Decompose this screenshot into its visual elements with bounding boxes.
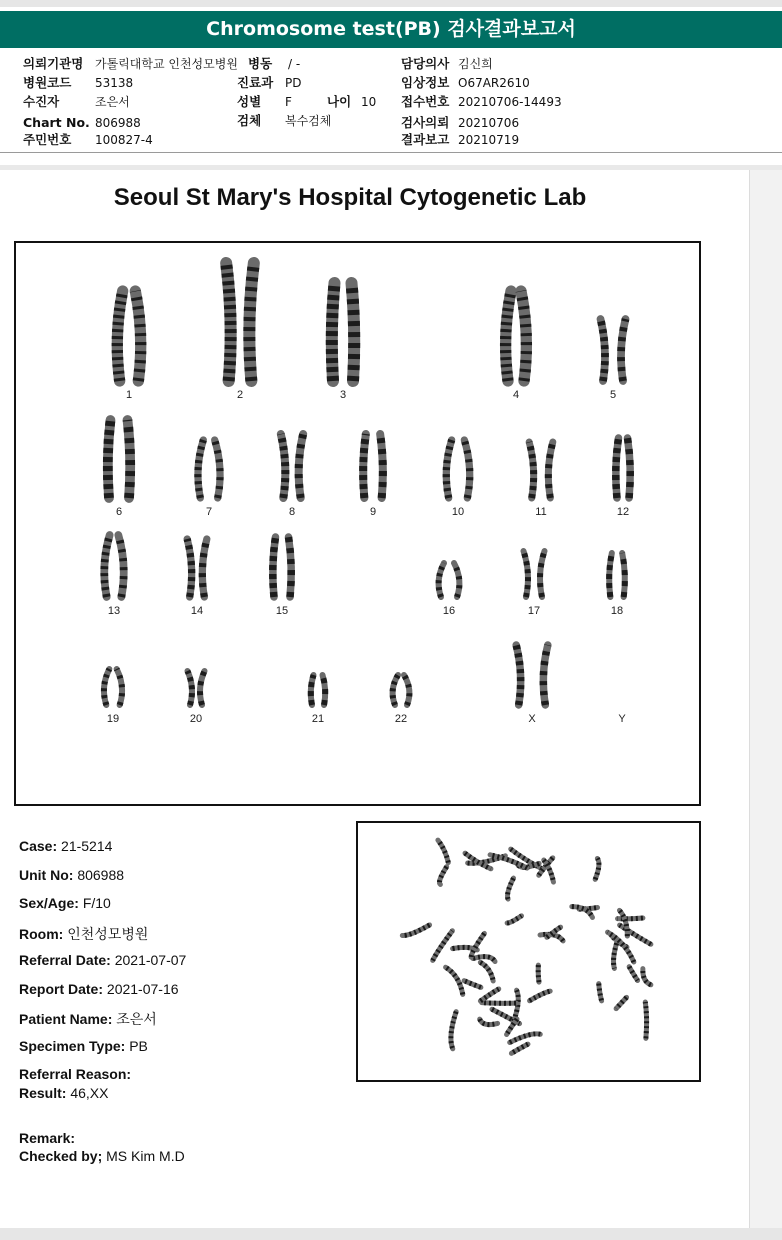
chromosome-label: 2 — [236, 389, 244, 401]
header-label: 담당의사 — [401, 56, 450, 71]
chromosome-pair — [439, 563, 460, 597]
chromosome-pair — [363, 434, 383, 498]
header-label: 검사의뢰 — [401, 115, 450, 130]
chromosome-label: 4 — [512, 389, 520, 401]
chromosome-label: X — [528, 713, 536, 725]
info-referral-date: Referral Date: 2021-07-07 — [19, 952, 187, 968]
chromosome-pair — [188, 671, 205, 705]
header-value: 10 — [361, 95, 377, 109]
chromosome — [524, 551, 529, 597]
header-value: PD — [285, 76, 302, 90]
page-margin — [749, 170, 782, 1228]
chromosome-pair — [524, 551, 545, 597]
chromosome — [202, 539, 207, 597]
chromosome-pair — [187, 539, 207, 597]
metaphase-chromosome — [599, 984, 602, 1001]
chromosome-pair — [281, 434, 303, 498]
chromosome-label: 11 — [535, 506, 547, 518]
header-value: 20210719 — [458, 133, 520, 147]
info-patient-name: Patient Name: 조은서 — [19, 1011, 157, 1027]
header-label: Chart No. — [23, 115, 90, 130]
chromosome-label: 6 — [115, 506, 123, 518]
chromosome-bands — [198, 440, 203, 498]
header-label: 수진자 — [23, 94, 60, 109]
chromosome-label: 10 — [451, 506, 465, 518]
chromosome-label: 7 — [205, 506, 213, 518]
header-value: 김신희 — [458, 57, 493, 71]
header-value: 복수검체 — [285, 114, 332, 128]
chromosome-pair — [226, 263, 254, 381]
metaphase-chromosome — [507, 916, 521, 923]
chromosome-pair — [516, 645, 548, 705]
info-report-date: Report Date: 2021-07-16 — [19, 981, 179, 997]
karyogram-panel — [14, 241, 701, 806]
chromosome-pair — [609, 553, 625, 597]
chromosome-label: 19 — [106, 713, 120, 725]
info-room: Room: 인천성모병원 — [19, 926, 149, 942]
info-result: Result: 46,XX — [19, 1085, 109, 1101]
header-label: 나이 — [327, 94, 352, 109]
header-value: O67AR2610 — [458, 76, 530, 90]
chromosome-label: 5 — [609, 389, 617, 401]
chromosome-label: Y — [618, 713, 626, 725]
lab-title: Seoul St Mary's Hospital Cytogenetic Lab — [113, 184, 587, 211]
header-label: 접수번호 — [401, 94, 450, 109]
metaphase-image — [358, 823, 699, 1080]
chromosome-pair — [529, 442, 553, 498]
info-referral-reason: Referral Reason: — [19, 1066, 132, 1082]
info-sex-age: Sex/Age: F/10 — [19, 895, 111, 911]
chromosome-pair — [108, 420, 130, 498]
header-label: 주민번호 — [23, 132, 72, 147]
chromosome-pair — [616, 438, 630, 498]
header-divider — [0, 152, 782, 153]
chromosome-pair — [393, 675, 410, 705]
chromosome-label: 8 — [288, 506, 296, 518]
header-label: 의뢰기관명 — [23, 56, 84, 71]
header-label: 병원코드 — [23, 75, 72, 90]
header-label: 임상정보 — [401, 75, 450, 90]
chromosome-pair — [104, 535, 123, 597]
chromosome-label: 15 — [275, 605, 289, 617]
chromosome-pair — [273, 537, 291, 597]
info-remark: Remark: — [19, 1130, 76, 1146]
metaphase-chromosome — [446, 967, 463, 994]
report-title: Chromosome test(PB) 검사결과보고서 — [0, 11, 782, 48]
header-value: 100827-4 — [95, 133, 153, 147]
chromosome-label: 13 — [107, 605, 121, 617]
chromosome-label: 18 — [610, 605, 624, 617]
chromosome-label: 9 — [369, 506, 377, 518]
metaphase-chromosome — [471, 933, 484, 957]
chromosome-pair — [332, 283, 354, 381]
bottom-border — [0, 1228, 782, 1240]
info-case: Case: 21-5214 — [19, 838, 113, 854]
top-border — [0, 0, 782, 7]
info-checked-by: Checked by; MS Kim M.D — [19, 1148, 185, 1164]
chromosome-pair — [104, 669, 122, 705]
chromosome-pair — [506, 291, 527, 381]
chromosome-label: 22 — [394, 713, 408, 725]
chromosome-label: 21 — [311, 713, 325, 725]
chromosome-label: 1 — [125, 389, 133, 401]
chromosome-label: 14 — [190, 605, 204, 617]
chromosome — [289, 537, 292, 597]
chromosome-pair — [311, 675, 325, 705]
metaphase-panel — [356, 821, 701, 1082]
header-value: F — [285, 95, 292, 109]
chromosome-label: 12 — [616, 506, 630, 518]
header-label: 병동 — [248, 56, 273, 71]
info-unit-no: Unit No: 806988 — [19, 867, 125, 883]
header-value: 806988 — [95, 116, 141, 130]
header-label: 진료과 — [237, 75, 274, 90]
chromosome — [380, 434, 383, 498]
chromosome-label: 20 — [189, 713, 203, 725]
chromosome-label: 3 — [339, 389, 347, 401]
chromosome-pair — [601, 319, 626, 381]
chromosome-pair — [117, 291, 140, 381]
header-value: 20210706 — [458, 116, 520, 130]
header-label: 결과보고 — [401, 132, 450, 147]
header-value: 20210706-14493 — [458, 95, 562, 109]
chromosome — [548, 442, 553, 498]
section-gap — [0, 165, 782, 170]
chromosome-label: 17 — [527, 605, 541, 617]
chromosome — [404, 675, 409, 705]
chromosome-label: 16 — [442, 605, 456, 617]
metaphase-chromosome — [616, 997, 626, 1008]
chromosome-bands — [108, 420, 111, 498]
header-value: 53138 — [95, 76, 134, 90]
chromosome — [200, 671, 205, 705]
chromosome-pair — [446, 440, 469, 498]
info-specimen-type: Specimen Type: PB — [19, 1038, 148, 1054]
header-value: / - — [288, 57, 301, 71]
chromosome — [628, 438, 631, 498]
header-value: 가톨릭대학교 인천성모병원 — [95, 57, 238, 71]
header-label: 검체 — [237, 113, 262, 128]
metaphase-chromosome — [538, 965, 539, 982]
header-value: 조은서 — [95, 95, 130, 109]
chromosome-bands — [446, 440, 451, 498]
header-label: 성별 — [237, 94, 262, 109]
chromosome-bands — [323, 675, 326, 705]
chromosome-pair — [198, 440, 220, 498]
